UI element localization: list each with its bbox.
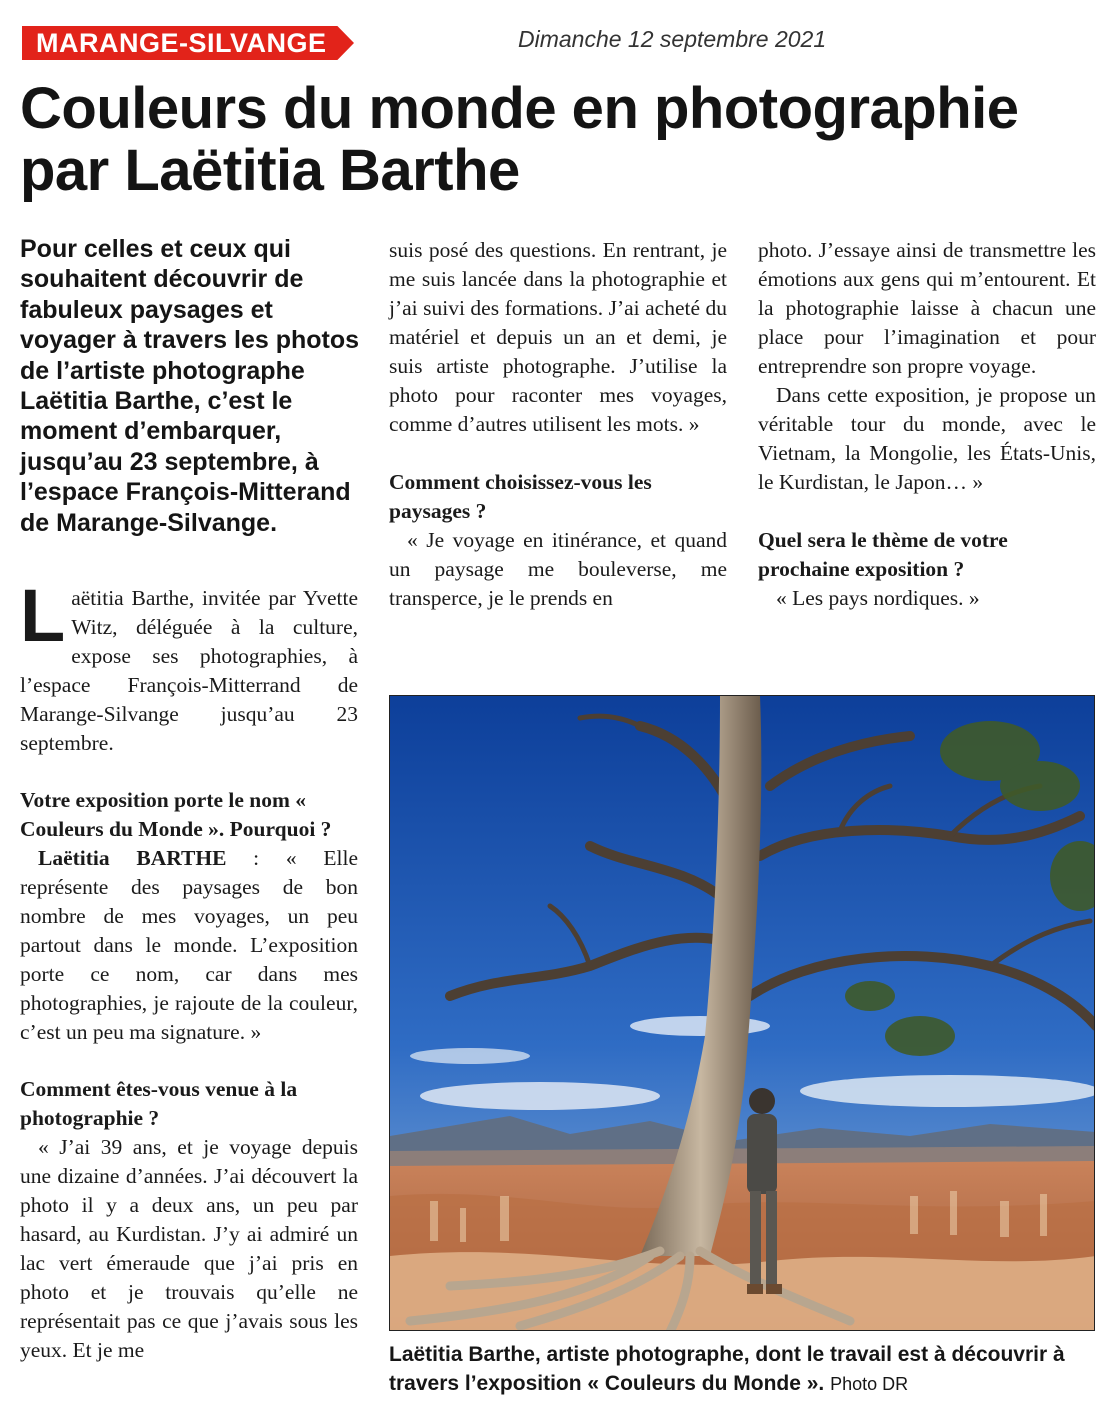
intro-paragraph [20,574,358,758]
column-2 [389,236,727,613]
photo-caption-text: Laëtitia Barthe, artiste photographe, dont le travail est à découvrir à travers l’exposition « Couleurs du Monde ». [389,1343,1065,1395]
photo-landscape-tree [390,696,1095,1331]
section-label [22,26,354,60]
section-label-text: MARANGE-SILVANGE [36,28,327,58]
answer-1-text: : « Elle représente des paysages de bon nombre de mes voyages, un peu partout dans le monde. L’exposition porte ce nom, car dans mes photographies, je rajoute de la couleur, c’est un peu ma signature. » [20,846,358,1044]
headline-line-2: par Laëtitia Barthe [20,138,520,203]
answer-2-part-1: « J’ai 39 ans, et je voyage depuis une dizaine d’années. J’ai découvert la photo il y a deux ans, un peu par hasard, au Kurdistan. J’y ai admiré un lac vert émeraude que j’ai pris en photo et je trouvais qu’elle ne représentait pas ce que j’avais sous les yeux. Et je me [20,1135,358,1362]
speaker-name: Laëtitia BARTHE [38,846,227,870]
answer-3-part-2: photo. J’essaye ainsi de transmettre les émotions aux gens qui m’entourent. Et la photographie laisse à chacun une place pour l’imagination et pour entreprendre son propre voyage. [758,238,1096,378]
answer-3-part-3: Dans cette exposition, je propose un véritable tour du monde, avec le Vietnam, la Mongolie, les États-Unis, le Kurdistan, le Japon… » [758,383,1096,494]
column-3 [758,236,1096,613]
answer-2-part-2: suis posé des questions. En rentrant, je me suis lancée dans la photographie et j’ai suivi des formations. J’ai acheté du matériel et depuis un an et demi, je suis artiste photographe. J’utilise la photo pour raconter mes voyages, comme d’autres utilisent les mots. » [389,238,727,436]
intro-text: aëtitia Barthe, invitée par Yvette Witz, déléguée à la culture, expose ses photographies, à l’espace François-Mitterrand de Marange-Silvange jusqu’au 23 septembre. [20,586,358,755]
answer-4: « Les pays nordiques. » [776,586,980,610]
dropcap: L [20,574,66,657]
answer-3-part-1: « Je voyage en itinérance, et quand un paysage me bouleverse, me transperce, je le prends en [389,528,727,610]
photo-caption [389,1340,1099,1399]
question-3: Comment choisissez-vous les paysages ? [389,470,652,523]
photo-credit: Photo DR [830,1374,909,1394]
question-4: Quel sera le thème de votre prochaine exposition ? [758,528,1008,581]
headline-line-1: Couleurs du monde en photographie [20,76,1019,141]
article-photo [389,695,1095,1331]
column-1 [20,574,358,1365]
publication-date: Dimanche 12 septembre 2021 [518,26,827,52]
lead-paragraph: Pour celles et ceux qui souhaitent découvrir de fabuleux paysages et voyager à travers les photos de l’artiste photographe Laëtitia Barthe, c’est le moment d’embarquer, jusqu’au 23 septembre, à l’espace François-Mitterand de Marange-Silvange. [20,235,360,537]
question-2: Comment êtes-vous venue à la photographie ? [20,1077,298,1130]
answer-1 [20,844,358,1047]
question-1: Votre exposition porte le nom « Couleurs du Monde ». Pourquoi ? [20,788,332,841]
headline [20,78,1090,202]
